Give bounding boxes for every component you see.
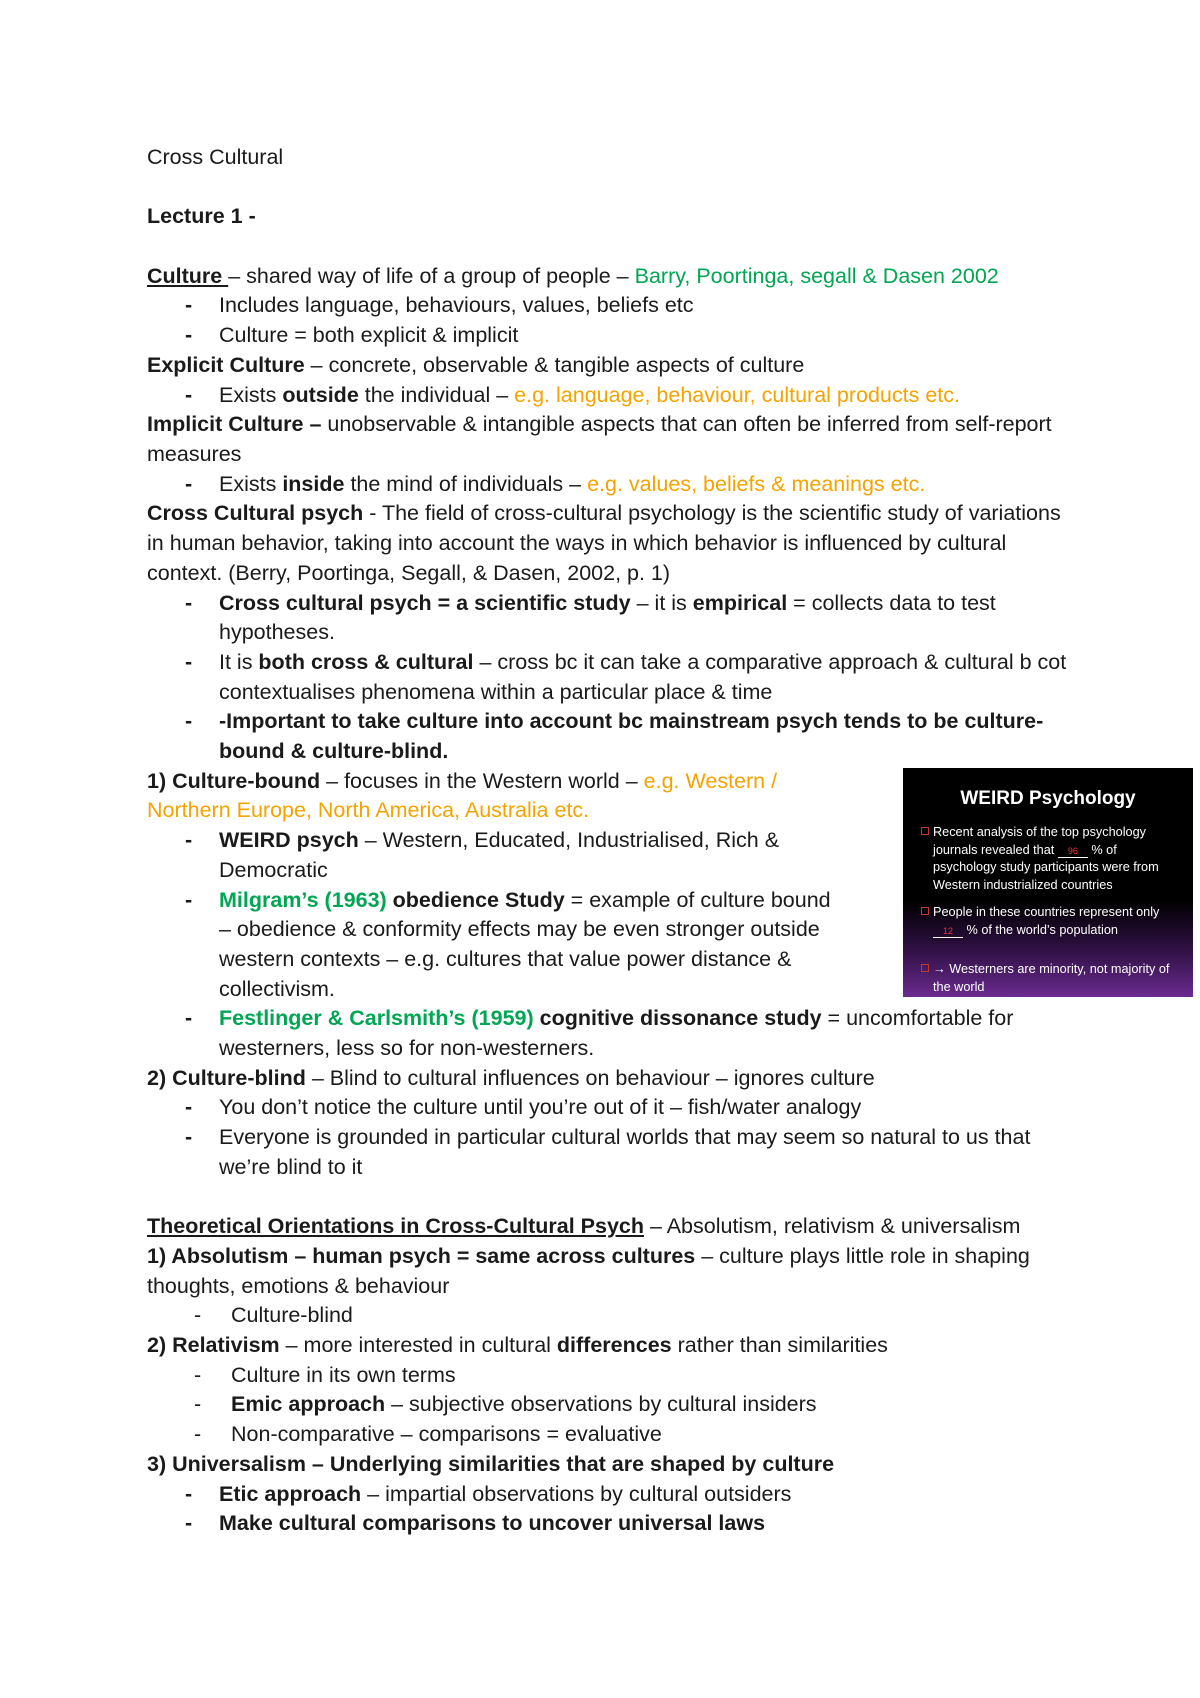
list-item: - Emic approach – subjective observations by cultural insiders	[194, 1392, 817, 1417]
doc-title: Cross Cultural	[147, 145, 284, 169]
culture-definition: Culture – shared way of life of a group of people – Barry, Poortinga, segall & Dasen 2002	[147, 263, 999, 288]
slide-title: WEIRD Psychology	[960, 788, 1136, 809]
universalism: 3) Universalism – Underlying similarities that are shaped by culture	[147, 1451, 835, 1476]
list-item: - Non-comparative – comparisons = evaluative	[194, 1422, 662, 1447]
theory-heading: Theoretical Orientations in Cross-Cultural Psych – Absolutism, relativism & universalism	[147, 1214, 1021, 1239]
culture-bound-section: 1) Culture-bound – focuses in the Western world – e.g. Western / Northern Europe, North America, Australia etc. - WEIRD psych – Western, Educated, Industrialised, Rich & Democratic - Milgram’s (1963) obedience Study = example of culture bound – obedience & conformity effects may be even stronger outside western contexts – e.g. cultures that value power distance & collectivism.	[147, 767, 837, 1005]
explicit-definition: Explicit Culture – concrete, observable & tangible aspects of culture	[147, 352, 805, 377]
slide-item: People in these countries represent only 12 % of the world’s population	[921, 904, 1183, 939]
lecture-heading: Lecture 1 -	[147, 204, 256, 229]
bullet-box-icon	[921, 907, 929, 915]
list-item: - Culture in its own terms	[194, 1362, 456, 1387]
list-item: - -Important to take culture into account bc mainstream psych tends to be culture-bound & culture-blind.	[185, 709, 1044, 764]
list-item: - Includes language, behaviours, values, beliefs etc	[185, 293, 694, 318]
bullet-box-icon	[921, 827, 929, 835]
relativism: 2) Relativism – more interested in cultural differences rather than similarities	[147, 1333, 888, 1358]
ccp-definition: Cross Cultural psych - The field of cross-cultural psychology is the scientific study of variations in human behavior, taking into account the ways in which behavior is influenced by cultural context. (Berry, Poortinga, Segall, & Dasen, 2002, p. 1)	[147, 501, 1061, 585]
list-item: - It is both cross & cultural – cross bc it can take a comparative approach & cultural b cot contextualises phenomena within a particular place & time	[185, 649, 1067, 704]
list-item: - Make cultural comparisons to uncover universal laws	[185, 1511, 766, 1536]
list-item: - You don’t notice the culture until you’re out of it – fish/water analogy	[185, 1095, 862, 1120]
list-item: - Everyone is grounded in particular cultural worlds that may seem so natural to us that we’re blind to it	[185, 1125, 1031, 1179]
absolutism: 1) Absolutism – human psych = same across cultures – culture plays little role in shaping thoughts, emotions & behaviour	[147, 1243, 1030, 1298]
list-item: - Exists inside the mind of individuals – e.g. values, beliefs & meanings etc.	[185, 471, 926, 496]
weird-psychology-slide-image	[903, 768, 1193, 997]
list-item: - Exists outside the individual – e.g. language, behaviour, cultural products etc.	[185, 382, 960, 407]
slide-item: → Westerners are minority, not majority of the world	[921, 961, 1183, 996]
list-item: - WEIRD psych – Western, Educated, Industrialised, Rich & Democratic	[185, 828, 780, 882]
list-item: - Etic approach – impartial observations by cultural outsiders	[185, 1481, 792, 1506]
list-item: - Culture-blind	[194, 1303, 353, 1328]
list-item: - Festlinger & Carlsmith’s (1959) cognitive dissonance study = uncomfortable for westerners, less so for non-westerners.	[185, 1006, 1014, 1061]
list-item: - Milgram’s (1963) obedience Study = example of culture bound – obedience & conformity effects may be even stronger outside western contexts – e.g. cultures that value power distance & collectivism.	[185, 887, 831, 1001]
list-item: - Cross cultural psych = a scientific study – it is empirical = collects data to test hypotheses.	[185, 590, 996, 645]
culture-term: Culture	[147, 263, 229, 288]
list-item: - Culture = both explicit & implicit	[185, 323, 519, 348]
culture-blind-definition: 2) Culture-blind – Blind to cultural influences on behaviour – ignores culture	[147, 1065, 875, 1090]
citation: Barry, Poortinga, segall & Dasen 2002	[634, 263, 999, 288]
bullet-box-icon	[921, 964, 929, 972]
slide-item: Recent analysis of the top psychology journals revealed that 96 % of psychology study participants were from Western industrialized countries	[921, 824, 1183, 894]
implicit-definition: Implicit Culture – unobservable & intangible aspects that can often be inferred from self-report measures	[147, 412, 1052, 466]
